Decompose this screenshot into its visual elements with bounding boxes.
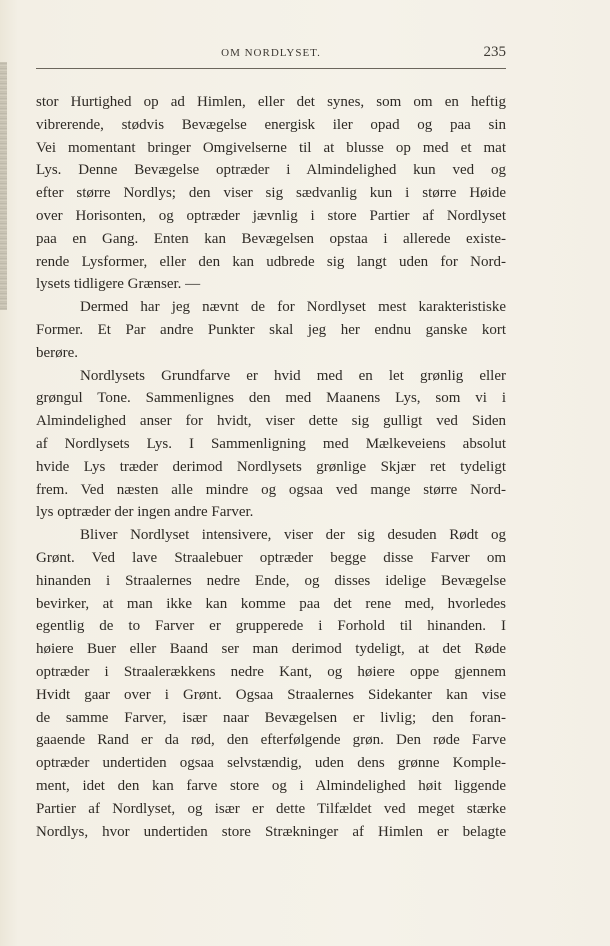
page-header [36, 44, 506, 69]
text-line: Lys. Denne Bevægelse optræder i Almindelighed kun ved og [36, 162, 506, 179]
text-line: lysets tidligere Grænser. — [36, 276, 201, 293]
running-head: OM NORDLYSET. [221, 47, 321, 59]
page-number: 235 [483, 44, 506, 60]
text-line: Hvidt gaar over i Grønt. Ogsaa Straalernes Sidekanter kan vise [36, 686, 506, 703]
text-line: optræder i Straalerækkens nedre Kant, og høiere oppe gjennem [36, 663, 506, 680]
text-line: paa en Gang. Enten kan Bevægelsen opstaa i allerede existe- [36, 230, 506, 247]
body-text [36, 91, 506, 843]
text-line: hvide Lys træder derimod Nordlysets grønlige Skjær ret tydeligt [36, 458, 506, 475]
text-line: Nordlysets Grundfarve er hvid med en let grønlig eller [80, 367, 506, 384]
text-line: Vei momentant bringer Omgivelserne til at blusse op med et mat [36, 139, 506, 156]
text-line: optræder undertiden ogsaa selvstændig, uden dens grønne Komple- [36, 755, 506, 772]
text-line: egentlig de to Farver er grupperede i Forhold til hinanden. I [36, 618, 506, 635]
text-line: ment, idet den kan farve store og i Almindelighed høit liggende [36, 777, 506, 794]
text-line: Almindelighed anser for hvidt, viser dette sig gulligt ved Siden [36, 413, 506, 430]
text-line: rende Lysformer, eller den kan udbrede sig langt uden for Nord- [36, 253, 506, 270]
text-line: lys optræder der ingen andre Farver. [36, 504, 254, 521]
text-line: af Nordlysets Lys. I Sammenligning med Mælkeveiens absolut [36, 435, 506, 452]
text-line: Former. Et Par andre Punkter skal jeg her endnu ganske kort [36, 321, 506, 338]
text-line: berøre. [36, 344, 79, 361]
text-line: efter større Nordlys; den viser sig sædvanlig kun i større Høide [36, 185, 506, 202]
page-binding-edge [0, 62, 7, 310]
text-line: grøngul Tone. Sammenlignes den med Maanens Lys, som vi i [36, 390, 506, 407]
text-line: høiere Buer eller Baand ser man derimod tydeligt, at det Røde [36, 641, 506, 658]
text-line: Bliver Nordlyset intensivere, viser der sig desuden Rødt og [80, 527, 506, 544]
text-line: stor Hurtighed op ad Himlen, eller det synes, som om en heftig [36, 94, 506, 110]
text-line: over Horisonten, og optræder jævnlig i store Partier af Nordlyset [36, 207, 506, 224]
text-line: frem. Ved næsten alle mindre og ogsaa ved mange større Nord- [36, 481, 506, 498]
text-line: de samme Farver, især naar Bevægelsen er livlig; den foran- [36, 709, 506, 726]
text-line: gaaende Rand er da rød, den efterfølgende grøn. Den røde Farve [36, 732, 506, 749]
text-line: Nordlys, hvor undertiden store Strækninger af Himlen er belagte [36, 823, 506, 840]
text-line: bevirker, at man ikke kan komme paa det rene med, hvorledes [36, 595, 506, 612]
text-line: Grønt. Ved lave Straalebuer optræder begge disse Farver om [36, 549, 506, 566]
text-line: vibrerende, stødvis Bevægelse energisk iler opad og paa sin [36, 116, 506, 133]
text-line: Partier af Nordlyset, og især er dette Tilfældet ved meget stærke [36, 800, 506, 817]
text-line: Dermed har jeg nævnt de for Nordlyset mest karakteristiske [80, 299, 506, 316]
text-line: hinanden i Straalernes nedre Ende, og disses idelige Bevægelse [36, 572, 506, 589]
